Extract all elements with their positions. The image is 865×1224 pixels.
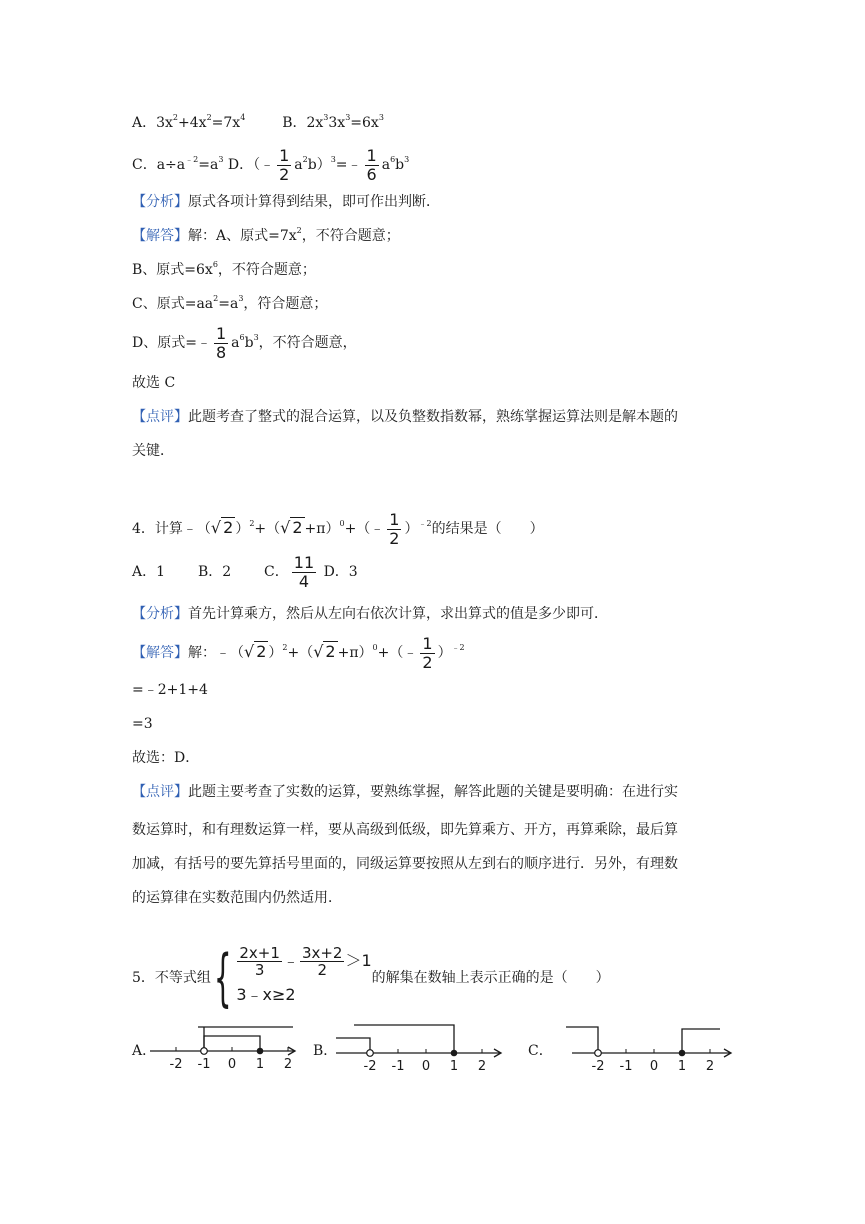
q3-answer-c: C、原式$=aa^2=a^3$，符合题意； (132, 294, 328, 312)
solution-bracket (336, 1038, 370, 1053)
tick-label: 2 (283, 1057, 293, 1072)
q4-comment-line1: 【点评】此题主要考查了实数的运算，要熟练掌握，解答此题的关键是要明确：在进行实 (132, 784, 678, 800)
tick-label: 1 (255, 1057, 265, 1072)
inequality-1: $\frac{2x+1}{3}$ ﹣ $\frac{3x+2}{2}$ ＞1 (239, 943, 372, 979)
tick-label: -2 (363, 1059, 377, 1074)
tick-label: -1 (619, 1059, 633, 1074)
q4-option-b: B．2 (197, 564, 232, 580)
q4-step1: =﹣2+1+4 (132, 682, 208, 698)
q5-stem: 5．不等式组 { $\frac{2x+1}{3}$ ﹣ $\frac{3x+2}{2}$ ＞1 3﹣x≥2 的解集在数轴上表示正确的是（ ） (132, 941, 610, 1014)
answer-tag: 【解答】 (132, 228, 188, 244)
q5-option-b-label: B． (313, 1043, 338, 1059)
sqrt: √ 2 (313, 642, 336, 661)
solution-bracket-2 (682, 1029, 720, 1053)
sqrt: √ 2 (210, 518, 234, 537)
q3-options-row2 (132, 146, 409, 184)
q3-option-a: A．$3x^2+4x^2=7x^4$ (132, 113, 246, 131)
open-dot (595, 1050, 602, 1057)
q4-stem: 4．计算﹣（√ 2 ）$^2$+（√ 2 +π）$^0$+（﹣ $\frac{1}{2}$ ）$^{﹣2}$的结果是（ ） (132, 509, 544, 548)
sqrt: √ 2 (244, 642, 267, 661)
inequality-2: 3﹣x≥2 (236, 985, 296, 1004)
q4-option-c: C． $\frac{11}{4}$ (264, 552, 315, 591)
fraction: $\frac{1}{6}$ (366, 145, 377, 184)
tick-label: -1 (197, 1057, 211, 1072)
q4-options (132, 552, 358, 592)
q4-comment-line4: 的运算律在实数范围内仍然适用． (132, 890, 342, 906)
solid-dot (679, 1050, 686, 1057)
q3-comment-line2: 关键． (132, 443, 174, 459)
tick-label: 0 (421, 1059, 431, 1074)
tick-label: 1 (449, 1059, 459, 1074)
solid-dot (451, 1050, 458, 1057)
q4-step2: =3 (132, 716, 153, 732)
fraction: $\frac{1}{2}$ (422, 633, 433, 672)
q3-option-b: B．$2x^33x^3=6x^3$ (282, 113, 384, 131)
q3-option-c: C．$a\div a^{﹣2}=a^3$ (132, 155, 224, 173)
q3-comment-line1: 【点评】此题考查了整式的混合运算，以及负整数指数幂，熟练掌握运算法则是解本题的 (132, 409, 678, 425)
comment-tag: 【点评】 (132, 784, 188, 800)
tick-label: 0 (227, 1057, 237, 1072)
open-dot (367, 1050, 374, 1057)
q4-comment-line3: 加减，有括号的要先算括号里面的，同级运算要按照从左到右的顺序进行．另外，有理数 (132, 856, 678, 872)
q5-option-a-number-line (148, 1024, 298, 1074)
q3-answer-a: 【解答】解：A、原式$=7x^2$，不符合题意； (132, 226, 400, 244)
q4-comment-line2: 数运算时，和有理数运算一样，要从高级到低级，即先算乘方、开方，再算乘除，最后算 (132, 822, 678, 838)
sqrt: √ 2 (280, 518, 303, 537)
q3-choice: 故选 C (132, 375, 176, 391)
q5-option-a-label: A． (132, 1043, 157, 1059)
brace-icon: { (213, 941, 232, 1014)
fraction: $\frac{1}{8}$ (215, 323, 227, 362)
inequality-system (211, 941, 372, 1014)
q5-option-c-label: C． (528, 1043, 553, 1059)
q3-options-row1 (132, 113, 384, 133)
tick-label: 2 (477, 1059, 487, 1074)
q5-option-c-number-line (562, 1022, 734, 1074)
tick-label: 1 (677, 1059, 687, 1074)
open-dot (201, 1048, 208, 1055)
q4-choice: 故选：D． (132, 750, 200, 766)
solution-bracket-2 (354, 1025, 454, 1053)
tick-label: -1 (391, 1059, 405, 1074)
tick-label: 2 (705, 1059, 715, 1074)
q4-answer: 【解答】解：﹣（√ 2 ）$^2$+（√ 2 +π）$^0$+（﹣ $\frac{1}{2}$ ）$^{﹣2}$ (132, 633, 465, 672)
tick-label: -2 (591, 1059, 605, 1074)
comment-tag: 【点评】 (132, 409, 188, 425)
analysis-tag: 【分析】 (132, 194, 188, 210)
q3-option-d: D．（﹣ $\frac{1}{2}$ $a^2b)^3=﹣$ $\frac{1}{6}$ $a^6b^3$ (227, 145, 410, 184)
fraction: $\frac{1}{2}$ (279, 145, 290, 184)
tick-label: -2 (169, 1057, 183, 1072)
fraction: $\frac{11}{4}$ (293, 552, 315, 591)
q4-option-d: D．3 (323, 564, 358, 580)
solid-dot (257, 1048, 264, 1055)
analysis-tag: 【分析】 (132, 606, 188, 622)
q4-option-a: A．1 (132, 564, 166, 580)
fraction: $\frac{1}{2}$ (389, 509, 400, 548)
solution-bracket (566, 1027, 598, 1053)
q3-analysis: 【分析】原式各项计算得到结果，即可作出判断． (132, 194, 440, 210)
q4-analysis: 【分析】首先计算乘方，然后从左向右依次计算，求出算式的值是多少即可． (132, 606, 608, 622)
q3-answer-b: B、原式$=6x^6$，不符合题意； (132, 260, 316, 278)
tick-label: 0 (649, 1059, 659, 1074)
answer-tag: 【解答】 (132, 645, 188, 661)
q5-option-b-number-line (334, 1022, 504, 1074)
q3-answer-d: D、原式=﹣ $\frac{1}{8}$ $a^6b^3$，不符合题意， (132, 323, 357, 362)
